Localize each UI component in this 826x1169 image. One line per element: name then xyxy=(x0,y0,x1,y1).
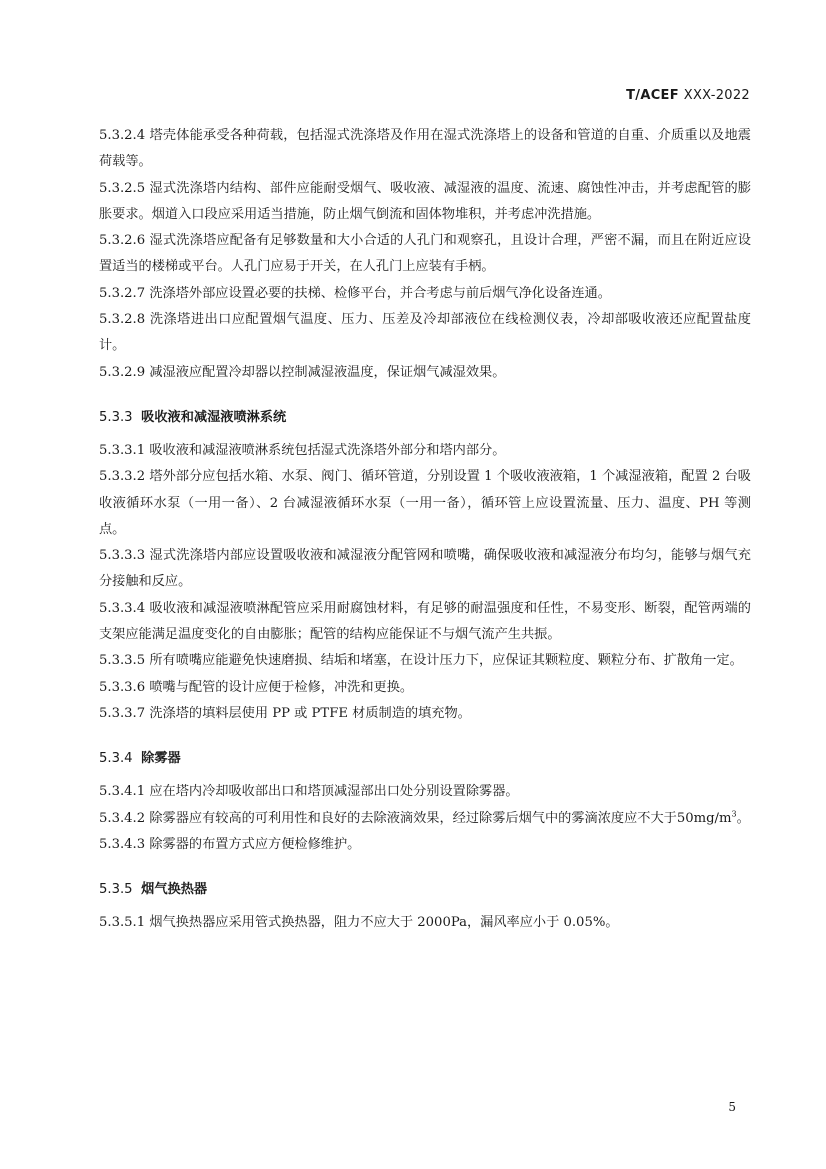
clause-5-3-3-3: 5.3.3.3 湿式洗涤塔内部应设置吸收液和减湿液分配管网和喷嘴，确保吸收液和减湿液分布均匀，能够与烟气充分接触和反应。 xyxy=(99,548,751,590)
clause-5-3-3-7: 5.3.3.7 洗涤塔的填料层使用 PP 或 PTFE 材质制造的填充物。 xyxy=(99,705,471,721)
section-title: 除雾器 xyxy=(141,751,181,767)
section-title: 烟气换热器 xyxy=(141,882,208,898)
page-number: 5 xyxy=(728,1100,736,1114)
clause-5-3-3-2: 5.3.3.2 塔外部分应包括水箱、水泵、阀门、循环管道，分别设置 1 个吸收液液箱，1 个减湿液箱，配置 2 台吸收液循环水泵（一用一备）、2 台减湿液循环水泵（一用一备），循环管上应设置流量、压力、温度、PH 等测点。 xyxy=(99,469,751,537)
clause-5-3-3-5: 5.3.3.5 所有喷嘴应能避免快速磨损、结垢和堵塞，在设计压力下，应保证其颗粒度、颗粒分布、扩散角一定。 xyxy=(99,653,743,669)
document-code-number: XXX-2022 xyxy=(683,88,750,103)
clause-5-3-2-6: 5.3.2.6 湿式洗涤塔应配备有足够数量和大小合适的人孔门和观察孔，且设计合理，严密不漏，而且在附近应设置适当的楼梯或平台。人孔门应易于开关，在人孔门上应装有手柄。 xyxy=(99,233,751,275)
clause-end: 。 xyxy=(736,810,750,826)
clause-5-3-2-7: 5.3.2.7 洗涤塔外部应设置必要的扶梯、检修平台，并合考虑与前后烟气净化设备连通。 xyxy=(99,285,611,301)
clause-5-3-2-9: 5.3.2.9 减湿液应配置冷却器以控制减湿液温度，保证烟气减湿效果。 xyxy=(99,364,506,380)
clause-5-3-3-6: 5.3.3.6 喷嘴与配管的设计应便于检修，冲洗和更换。 xyxy=(99,679,414,695)
concentration-value: 50mg/m xyxy=(676,810,732,826)
document-code-prefix: T/ACEF xyxy=(626,88,679,103)
section-heading-5-3-5 xyxy=(99,877,751,903)
document-code xyxy=(626,88,750,103)
clause-5-3-2-8: 5.3.2.8 洗涤塔进出口应配置烟气温度、压力、压差及冷却部液位在线检测仪表，冷却部吸收液还应配置盐度计。 xyxy=(99,312,751,354)
document-body xyxy=(99,123,751,936)
section-title: 吸收液和减湿液喷淋系统 xyxy=(141,409,287,425)
section-number: 5.3.4 xyxy=(99,751,133,767)
clause-5-3-4-1: 5.3.4.1 应在塔内冷却吸收部出口和塔顶减湿部出口处分别设置除雾器。 xyxy=(99,784,519,800)
section-heading-5-3-4 xyxy=(99,746,751,772)
clause-5-3-3-4: 5.3.3.4 吸收液和减湿液喷淋配管应采用耐腐蚀材料，有足够的耐温强度和任性，不易变形、断裂，配管两端的支架应能满足温度变化的自由膨胀；配管的结构应能保证不与烟气流产生共振。 xyxy=(99,600,751,643)
clause-text: 5.3.4.2 除雾器应有较高的可利用性和良好的去除液滴效果，经过除雾后烟气中的雾滴浓度应不大于 xyxy=(99,810,677,826)
section-number: 5.3.3 xyxy=(99,409,133,425)
unit-superscript: 3 xyxy=(731,809,737,819)
clause-5-3-2-5: 5.3.2.5 湿式洗涤塔内结构、部件应能耐受烟气、吸收液、减湿液的温度、流速、腐蚀性冲击，并考虑配管的膨胀要求。烟道入口段应采用适当措施，防止烟气倒流和固体物堆积，并考虑冲洗措施。 xyxy=(99,180,751,222)
clause-5-3-3-1: 5.3.3.1 吸收液和减湿液喷淋系统包括湿式洗涤塔外部分和塔内部分。 xyxy=(99,442,506,458)
clause-5-3-5-1: 5.3.5.1 烟气换热器应采用管式换热器，阻力不应大于 2000Pa，漏风率应小于 0.05%。 xyxy=(99,915,619,931)
clause-5-3-4-2 xyxy=(99,806,751,832)
section-heading-5-3-3 xyxy=(99,405,751,431)
section-number: 5.3.5 xyxy=(99,882,133,898)
clause-5-3-2-4: 5.3.2.4 塔壳体能承受各种荷载，包括湿式洗涤塔及作用在湿式洗涤塔上的设备和管道的自重、介质重以及地震荷载等。 xyxy=(99,128,751,170)
clause-5-3-4-3: 5.3.4.3 除雾器的布置方式应方便检修维护。 xyxy=(99,836,361,852)
